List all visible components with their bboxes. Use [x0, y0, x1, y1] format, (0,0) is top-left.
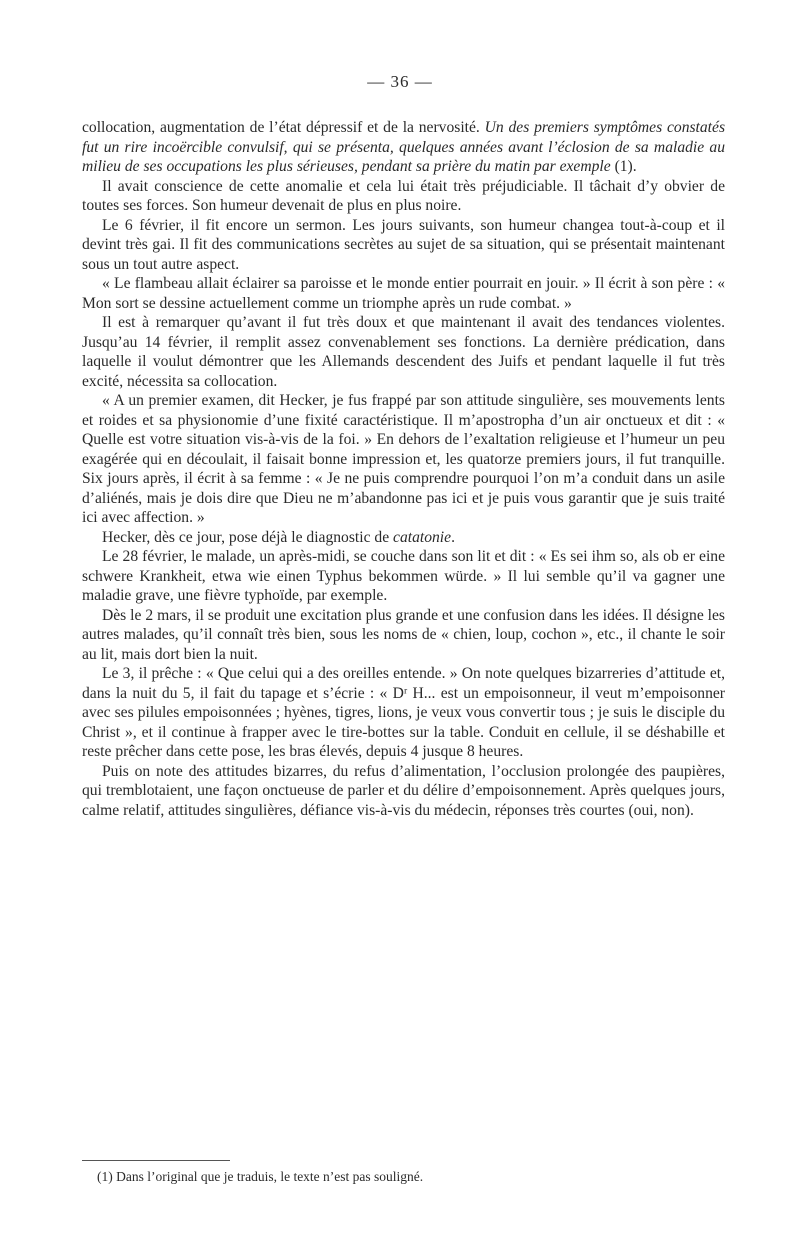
paragraph: Il est à remarquer qu’avant il fut très doux et que maintenant il avait des tendances violentes. Jusqu’au 14 février, il remplit assez convenablement ses fonctions. La dernière prédication, dans laquelle il voulut démontrer que les Allemands descendent des Juifs et pendant laquelle il fut très excité, nécessita sa collocation.: [82, 314, 725, 390]
paragraph: Puis on note des attitudes bizarres, du refus d’alimentation, l’occlusion prolongée des paupières, qui tremblotaient, une façon onctueuse de parler et du délire d’empoisonnement. Après quelques jours, calme relatif, attitudes singulières, défiance vis-à-vis du médecin, réponses très courtes (oui, non).: [82, 762, 725, 819]
footnote: (1) Dans l’original que je traduis, le texte n’est pas souligné.: [97, 1169, 424, 1184]
footnote-divider: [82, 1160, 230, 1161]
paragraph: Il avait conscience de cette anomalie et cela lui était très préjudiciable. Il tâchait d’y obvier de toutes ses forces. Son humeur devenait de plus en plus noire.: [82, 177, 725, 214]
paragraph: [82, 118, 725, 177]
paragraph-text: collocation, augmentation de l’état dépressif et de la nervosité.: [82, 119, 485, 136]
paragraph: Le 6 février, il fit encore un sermon. Les jours suivants, son humeur changea tout-à-coup et il devint très gai. Il fit des communications secrètes au sujet de sa situation, qui se présentait maintenant sous un tout autre aspect.: [82, 216, 725, 273]
paragraph: Le 28 février, le malade, un après-midi, se couche dans son lit et dit : « Es sei ihm so, als ob er eine schwere Krankheit, etwa wie einen Typhus bekommen würde. » Il lui semble qu’il va gagner une maladie grave, une fièvre typhoïde, par exemple.: [82, 548, 725, 604]
paragraph: « A un premier examen, dit Hecker, je fus frappé par son attitude singulière, ses mouvements lents et roides et sa physionomie d’une fixité caractéristique. Il m’apostropha d’un air onctueux et dit : « Quelle est votre situation vis-à-vis de la foi. » En dehors de l’exaltation religieuse et l’humeur un peu exagérée qui en découlait, il faisait bonne impression et, les quatorze premiers jours, il fut tranquille. Six jours après, il écrit à sa femme : « Je ne puis comprendre pourquoi l’on m’a conduit dans un asile d’aliénés, mais je dois dire que Dieu ne m’abandonne pas ici et je puis vous garantir que je suis traité ici avec affection. »: [82, 392, 725, 526]
paragraph: Dès le 2 mars, il se produit une excitation plus grande et une confusion dans les idées. Il désigne les autres malades, qu’il connaît très bien, sous les noms de « chien, loup, cochon », etc., il chante le soir au lit, mais dort bien la nuit.: [82, 606, 725, 663]
emphasized-text: Un des premiers symptômes constatés fut un rire incoërcible convulsif, qui se présenta, quelques années avant l’éclosion de sa maladie au milieu de ses occupations les plus sérieuses, pendant sa prière du matin par exemple: [82, 119, 726, 175]
paragraph-text: .: [451, 528, 455, 546]
paragraph: « Le flambeau allait éclairer sa paroisse et le monde entier pourrait en jouir. » Il écrit à son père : « Mon sort se dessine actuellement comme un triomphe après un rude combat. »: [82, 275, 725, 312]
page-number: — 36 —: [367, 72, 433, 91]
paragraph-text: Hecker, dès ce jour, pose déjà le diagnostic de: [102, 528, 394, 546]
emphasized-text: catatonie: [393, 528, 452, 546]
body-text: [82, 118, 725, 820]
footnote-reference: (1).: [610, 158, 637, 175]
paragraph: Le 3, il prêche : « Que celui qui a des oreilles entende. » On note quelques bizarreries d’attitude et, dans la nuit du 5, il fait du tapage et s’écrie : « Dʳ H... est un empoisonneur, il veut m’empoisonner avec ses pilules empoisonnées ; hyènes, tigres, lions, je veux vous convertir tous ; je suis le disciple du Christ », et il continue à frapper avec le tire-bottes sur la table. Conduit en cellule, il se déshabille et reste prêcher dans cette pose, les bras élevés, depuis 4 jusque 8 heures.: [82, 665, 725, 760]
paragraph: [82, 528, 725, 548]
